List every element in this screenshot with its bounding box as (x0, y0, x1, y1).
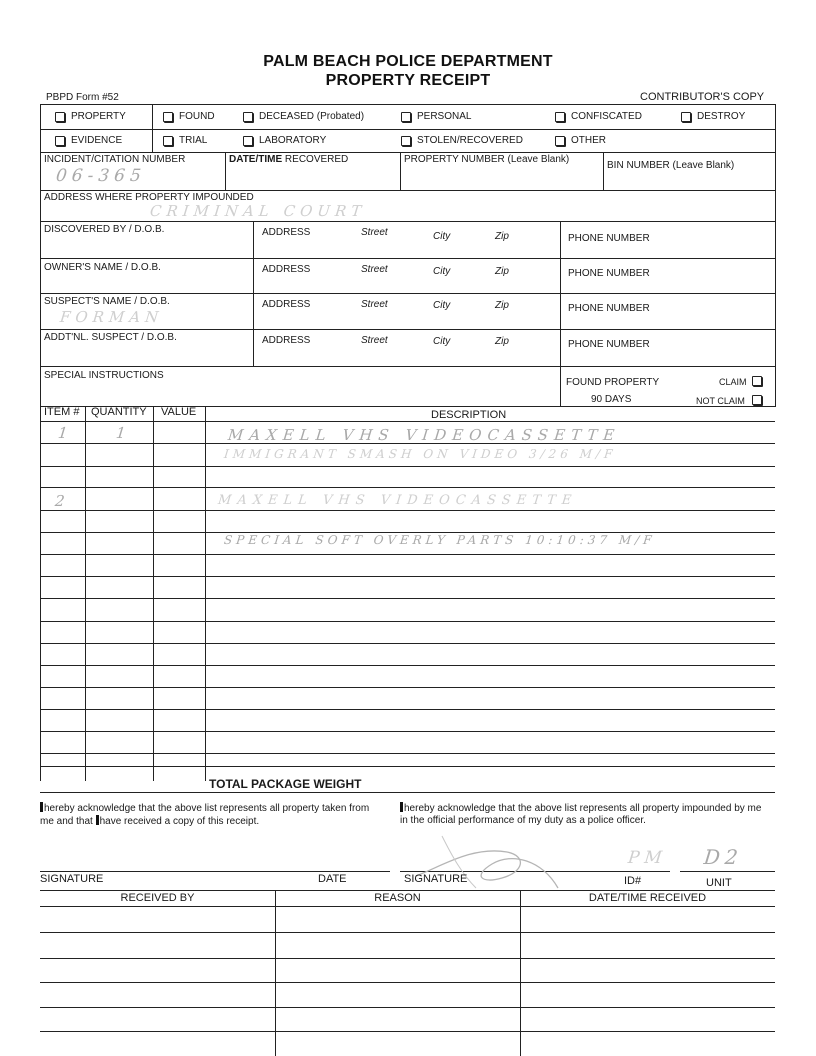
copy-label: CONTRIBUTOR'S COPY (640, 91, 765, 103)
date-recovered-label: DATE/TIME RECOVERED (229, 154, 349, 165)
table-row (40, 598, 775, 599)
claim-checkbox[interactable] (752, 376, 762, 386)
custody-row (40, 958, 775, 959)
rule (253, 221, 254, 366)
table-row (40, 687, 775, 688)
rule (603, 152, 604, 190)
rule (40, 293, 775, 294)
rule (40, 890, 775, 891)
confiscated-checkbox[interactable] (555, 112, 565, 122)
zip-label: Zip (495, 231, 509, 242)
found-label: FOUND (179, 111, 215, 122)
claim-label: CLAIM (719, 377, 747, 387)
form-title: PROPERTY RECEIPT (325, 72, 491, 89)
id-label: ID# (624, 875, 642, 887)
rule (40, 258, 775, 259)
table-row (40, 510, 775, 511)
additional-suspect-label: ADDT'NL. SUSPECT / D.O.B. (44, 332, 177, 343)
table-row (40, 643, 775, 644)
rule (40, 221, 775, 222)
evidence-checkbox[interactable] (55, 136, 65, 146)
unit-line (680, 871, 775, 872)
rule (400, 152, 401, 190)
destroy-label: DESTROY (697, 111, 746, 122)
street-label: Street (361, 227, 388, 238)
rule (40, 406, 775, 407)
table-row (40, 487, 775, 488)
address-label: ADDRESS (262, 299, 311, 310)
item1-number[interactable]: 1 (57, 424, 74, 442)
table-row (40, 621, 775, 622)
rule (152, 104, 153, 152)
deceased-label: DECEASED (Probated) (259, 111, 365, 122)
value-header: VALUE (161, 406, 197, 418)
personal-label: PERSONAL (417, 111, 472, 122)
address-impounded-label: ADDRESS WHERE PROPERTY IMPOUNDED (44, 192, 254, 203)
found-checkbox[interactable] (163, 112, 173, 122)
table-row (40, 766, 775, 767)
special-instructions-label: SPECIAL INSTRUCTIONS (44, 370, 164, 381)
datetime-received-header: DATE/TIME RECEIVED (588, 892, 707, 904)
id-line (600, 871, 670, 872)
signature-label: SIGNATURE (40, 873, 104, 885)
rule (153, 406, 154, 781)
officer-unit-value[interactable]: D2 (702, 845, 745, 869)
item1-description-line1[interactable]: MAXELL VHS VIDEOCASSETTE (227, 426, 622, 444)
table-row (40, 421, 775, 422)
address-label: ADDRESS (262, 335, 311, 346)
other-label: OTHER (571, 135, 606, 146)
unit-label: UNIT (706, 877, 732, 889)
city-label: City (433, 300, 451, 311)
item2-number[interactable]: 2 (54, 492, 71, 510)
phone-label: PHONE NUMBER (568, 268, 650, 279)
personal-checkbox[interactable] (401, 112, 411, 122)
item1-description-line2[interactable]: IMMIGRANT SMASH ON VIDEO 3/26 M/F (223, 447, 618, 461)
city-label: City (433, 266, 451, 277)
rule (40, 906, 775, 907)
reason-header: REASON (374, 892, 421, 904)
city-label: City (433, 231, 451, 242)
laboratory-checkbox[interactable] (243, 136, 253, 146)
property-label: PROPERTY (71, 111, 126, 122)
received-by-header: RECEIVED BY (120, 892, 195, 904)
found-property-label: FOUND PROPERTY (566, 377, 660, 388)
rule (40, 406, 41, 781)
table-row (40, 709, 775, 710)
confiscated-label: CONFISCATED (571, 111, 642, 122)
rule (40, 792, 775, 793)
zip-label: Zip (495, 266, 509, 277)
rule (40, 329, 775, 330)
rule (40, 104, 775, 105)
item2-description-line2[interactable]: SPECIAL SOFT OVERLY PARTS 10:10:37 M/F (223, 533, 657, 547)
custody-row (40, 1031, 775, 1032)
not-claim-checkbox[interactable] (752, 395, 762, 405)
rule (85, 406, 86, 781)
table-row (40, 576, 775, 577)
laboratory-label: LABORATORY (259, 135, 327, 146)
rule (40, 152, 775, 153)
officer-signature-label: SIGNATURE (404, 873, 468, 885)
street-label: Street (361, 264, 388, 275)
custody-row (40, 932, 775, 933)
not-claim-label: NOT CLAIM (696, 396, 745, 406)
table-row (40, 731, 775, 732)
table-row (40, 665, 775, 666)
owner-label: OWNER'S NAME / D.O.B. (44, 262, 161, 273)
other-checkbox[interactable] (555, 136, 565, 146)
total-package-weight-label: TOTAL PACKAGE WEIGHT (209, 777, 362, 791)
rule (40, 129, 775, 130)
ninety-days-label: 90 DAYS (591, 394, 632, 405)
phone-label: PHONE NUMBER (568, 303, 650, 314)
destroy-checkbox[interactable] (681, 112, 691, 122)
custody-row (40, 1007, 775, 1008)
form-number: PBPD Form #52 (46, 92, 119, 103)
incident-number-value[interactable]: 06-365 (54, 166, 147, 186)
rule (205, 406, 206, 781)
rule (225, 152, 226, 190)
description-header: DESCRIPTION (431, 409, 507, 421)
rule (40, 190, 775, 191)
signature-line (40, 871, 283, 872)
phone-label: PHONE NUMBER (568, 233, 650, 244)
table-row (40, 466, 775, 467)
quantity-header: QUANTITY (91, 406, 147, 418)
zip-label: Zip (495, 300, 509, 311)
custody-row (40, 982, 775, 983)
table-row (40, 554, 775, 555)
property-checkbox[interactable] (55, 112, 65, 122)
trial-checkbox[interactable] (163, 136, 173, 146)
incident-number-label: INCIDENT/CITATION NUMBER (44, 154, 186, 165)
item2-description-line1[interactable]: MAXELL VHS VIDEOCASSETTE (217, 493, 578, 508)
discovered-by-label: DISCOVERED BY / D.O.B. (44, 224, 165, 235)
date-line (283, 871, 390, 872)
trial-label: TRIAL (179, 135, 208, 146)
owner-declaration: hereby acknowledge that the above list represents all property taken from me and that have received a copy of this receipt. (40, 803, 370, 827)
item-header: ITEM # (44, 406, 80, 418)
table-row (40, 753, 775, 754)
property-number-label: PROPERTY NUMBER (Leave Blank) (404, 154, 570, 165)
date-label: DATE (318, 873, 347, 885)
officer-signature-mark (412, 826, 562, 896)
city-label: City (433, 336, 451, 347)
officer-id-value[interactable]: PM (626, 848, 668, 868)
evidence-label: EVIDENCE (71, 135, 123, 146)
address-label: ADDRESS (262, 264, 311, 275)
deceased-checkbox[interactable] (243, 112, 253, 122)
address-impounded-value[interactable]: CRIMINAL COURT (149, 202, 368, 220)
rule (40, 366, 775, 367)
zip-label: Zip (495, 336, 509, 347)
stolen-recovered-checkbox[interactable] (401, 136, 411, 146)
phone-label: PHONE NUMBER (568, 339, 650, 350)
rule (560, 221, 561, 406)
department-title: PALM BEACH POLICE DEPARTMENT (263, 53, 553, 70)
street-label: Street (361, 335, 388, 346)
bin-number-label: BIN NUMBER (Leave Blank) (607, 160, 735, 171)
street-label: Street (361, 299, 388, 310)
rule (775, 104, 776, 407)
officer-declaration: hereby acknowledge that the above list represents all property impounded by me in the official performance of my duty as a police officer. (400, 803, 762, 826)
stolen-recovered-label: STOLEN/RECOVERED (417, 135, 523, 146)
rule (40, 104, 41, 407)
suspect-value[interactable]: FORMAN (59, 308, 165, 326)
item1-quantity[interactable]: 1 (115, 424, 132, 442)
address-label: ADDRESS (262, 227, 311, 238)
suspect-label: SUSPECT'S NAME / D.O.B. (44, 296, 170, 307)
